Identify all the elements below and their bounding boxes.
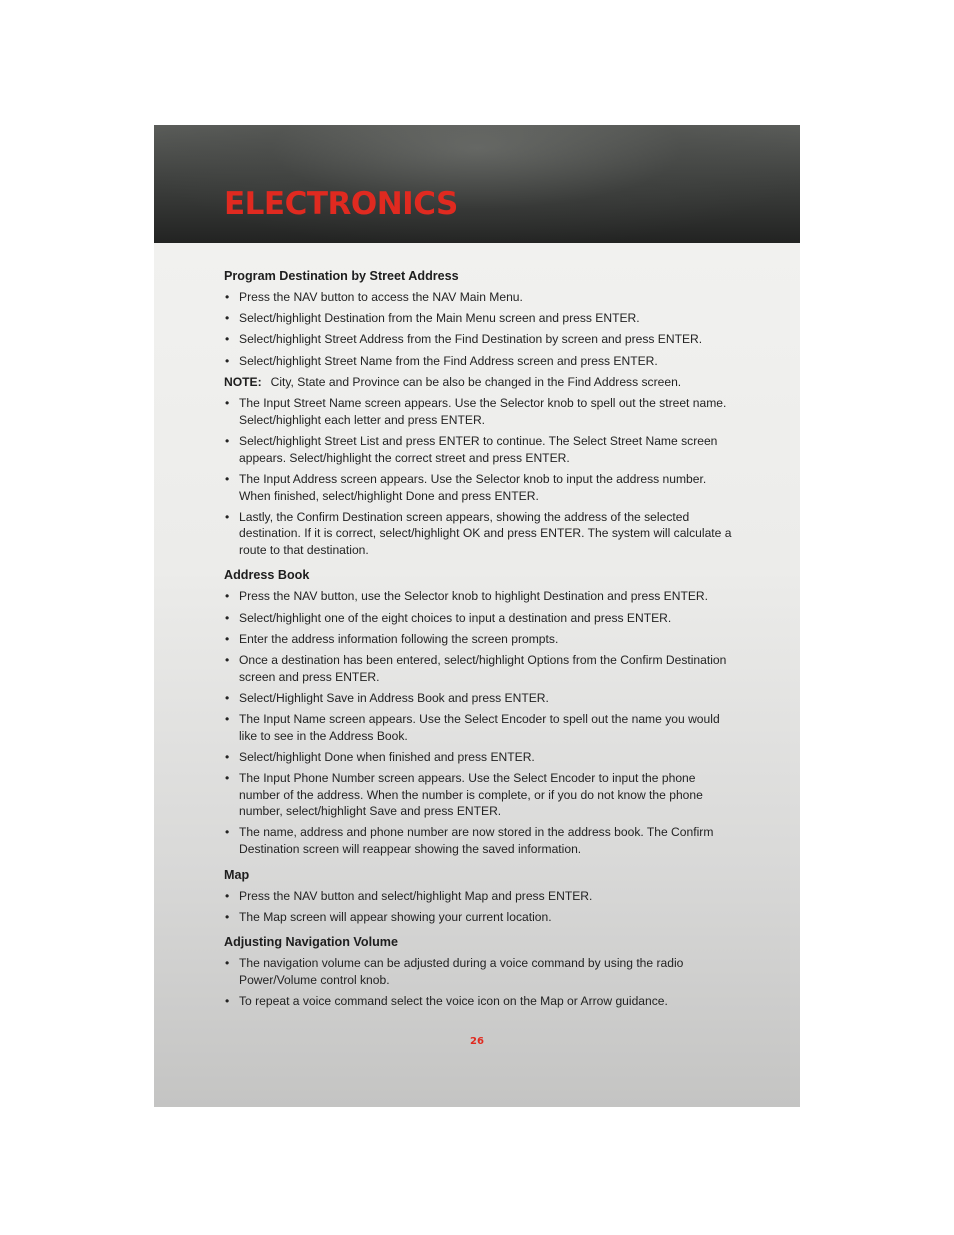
page-title: ELECTRONICS	[224, 186, 458, 222]
section-map	[224, 867, 734, 926]
bullet-marker: •	[225, 888, 230, 903]
list-item-text: Select/highlight Street Address from the Find Destination by screen and press ENTER.	[239, 332, 703, 347]
bullet-list	[224, 588, 734, 857]
list-item	[224, 888, 734, 905]
list-item	[224, 631, 734, 648]
bullet-marker: •	[225, 956, 230, 971]
bullet-marker: •	[225, 353, 230, 368]
bullet-marker: •	[225, 712, 230, 726]
bullet-list	[224, 955, 734, 1009]
bullet-marker: •	[225, 770, 230, 785]
bullet-marker: •	[225, 825, 230, 840]
bullet-marker: •	[225, 471, 230, 486]
list-item-text: Select/highlight Street Name from the Find Address screen and press ENTER.	[239, 353, 658, 368]
list-item-text: Press the NAV button and select/highlight Map and press ENTER.	[239, 888, 593, 903]
bullet-marker: •	[225, 332, 230, 347]
list-item-text: The Map screen will appear showing your current location.	[239, 909, 552, 924]
section-street-address	[224, 268, 734, 558]
bullet-marker: •	[225, 909, 230, 924]
list-item	[224, 824, 734, 857]
page-number: 26	[470, 1036, 484, 1047]
list-item	[224, 331, 734, 348]
bullet-marker: •	[225, 396, 230, 411]
list-item	[224, 770, 734, 820]
list-item-text: Select/highlight Street List and press ENTER to continue. The Select Street Name screen appears. Select/highlight the correct street and press ENTER.	[239, 434, 718, 465]
section-heading: Adjusting Navigation Volume	[224, 935, 398, 950]
bullet-list	[224, 395, 734, 558]
list-item-text: The Input Name screen appears. Use the Select Encoder to spell out the name you would like to see in the Address Book.	[239, 712, 720, 743]
section-heading: Address Book	[224, 568, 310, 583]
list-item-text: The name, address and phone number are now stored in the address book. The Confirm Destination screen will reappear showing the saved information.	[239, 825, 714, 856]
list-item	[224, 909, 734, 926]
list-item-text: Select/Highlight Save in Address Book and press ENTER.	[239, 690, 549, 705]
bullet-list	[224, 888, 734, 926]
list-item-text: Select/highlight Done when finished and press ENTER.	[239, 749, 535, 764]
bullet-marker: •	[225, 690, 230, 705]
list-item	[224, 395, 734, 428]
list-item	[224, 289, 734, 306]
section-address-book	[224, 567, 734, 857]
list-item	[224, 749, 734, 766]
note-label: NOTE:	[224, 374, 262, 389]
list-item-text: The Input Street Name screen appears. Use the Selector knob to spell out the street name. Select/highlight each letter and press ENTER.	[239, 396, 727, 427]
list-item	[224, 353, 734, 370]
list-item-text: Lastly, the Confirm Destination screen appears, showing the address of the selected destination. If it is correct, select/highlight OK and press ENTER. The system will calculate a route to that destination.	[239, 509, 732, 557]
list-item	[224, 955, 734, 988]
list-item-text: Press the NAV button to access the NAV Main Menu.	[239, 290, 523, 304]
bullet-marker: •	[225, 311, 230, 326]
section-heading: Map	[224, 867, 250, 882]
list-item-text: The navigation volume can be adjusted during a voice command by using the radio Power/Volume control knob.	[239, 956, 684, 987]
bullet-marker: •	[225, 994, 230, 1009]
bullet-marker: •	[225, 434, 230, 449]
note-text: City, State and Province can be also be changed in the Find Address screen.	[270, 374, 682, 389]
page-content	[224, 268, 734, 1014]
list-item	[224, 310, 734, 327]
list-item-text: Press the NAV button, use the Selector knob to highlight Destination and press ENTER.	[239, 589, 708, 604]
bullet-list	[224, 289, 734, 369]
section-heading: Program Destination by Street Address	[224, 269, 459, 283]
list-item-text: Select/highlight one of the eight choices to input a destination and press ENTER.	[239, 610, 672, 625]
bullet-marker: •	[225, 631, 230, 646]
list-item	[224, 652, 734, 685]
bullet-marker: •	[225, 290, 230, 304]
list-item	[224, 588, 734, 605]
bullet-marker: •	[225, 509, 230, 524]
bullet-marker: •	[225, 589, 230, 604]
list-item	[224, 509, 734, 559]
list-item-text: Select/highlight Destination from the Main Menu screen and press ENTER.	[239, 311, 640, 326]
list-item	[224, 471, 734, 504]
list-item-text: Once a destination has been entered, select/highlight Options from the Confirm Destination screen and press ENTER.	[239, 653, 727, 684]
list-item-text: The Input Address screen appears. Use the Selector knob to input the address number. When finished, select/highlight Done and press ENTER.	[239, 471, 707, 503]
list-item	[224, 993, 734, 1010]
bullet-marker: •	[225, 653, 230, 668]
list-item	[224, 690, 734, 707]
list-item	[224, 610, 734, 627]
header-band	[154, 125, 800, 243]
section-navigation-volume	[224, 934, 734, 1009]
list-item	[224, 433, 734, 466]
note-paragraph	[224, 374, 734, 391]
list-item	[224, 711, 734, 744]
list-item-text: The Input Phone Number screen appears. Use the Select Encoder to input the phone number of the address. When the number is complete, or if you do not know the phone number, select/highlight Save and press ENTER.	[239, 770, 703, 819]
list-item-text: To repeat a voice command select the voice icon on the Map or Arrow guidance.	[239, 994, 668, 1009]
list-item-text: Enter the address information following the screen prompts.	[239, 631, 559, 646]
page-panel	[154, 125, 800, 1107]
bullet-marker: •	[225, 749, 230, 764]
bullet-marker: •	[225, 610, 230, 625]
